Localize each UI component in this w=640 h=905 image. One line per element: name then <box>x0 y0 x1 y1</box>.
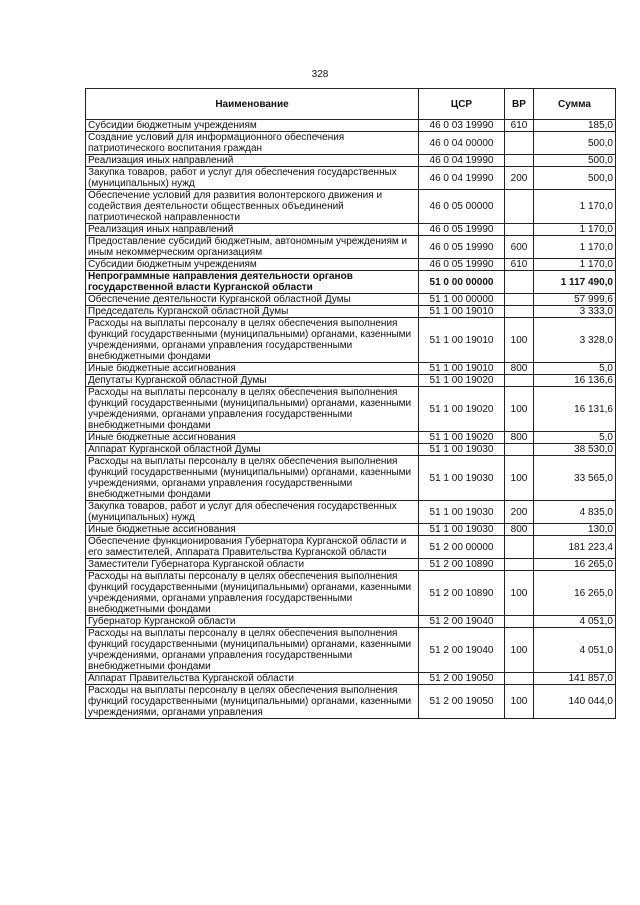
cell-name: Реализация иных направлений <box>86 155 419 167</box>
cell-vr: 100 <box>505 456 534 501</box>
cell-csr: 51 1 00 19020 <box>419 375 505 387</box>
table-row <box>86 271 616 294</box>
cell-vr <box>505 444 534 456</box>
table-row <box>86 306 616 318</box>
cell-vr <box>505 673 534 685</box>
cell-name: Председатель Курганской областной Думы <box>86 306 419 318</box>
cell-vr: 100 <box>505 685 534 719</box>
cell-csr: 51 1 00 19020 <box>419 432 505 444</box>
cell-sum: 3 328,0 <box>534 318 616 363</box>
cell-sum: 1 117 490,0 <box>534 271 616 294</box>
cell-name: Иные бюджетные ассигнования <box>86 524 419 536</box>
cell-csr: 51 2 00 19050 <box>419 685 505 719</box>
table-row <box>86 559 616 571</box>
cell-vr <box>505 294 534 306</box>
table-row <box>86 363 616 375</box>
cell-name: Обеспечение деятельности Курганской областной Думы <box>86 294 419 306</box>
cell-sum: 4 835,0 <box>534 501 616 524</box>
cell-sum: 500,0 <box>534 132 616 155</box>
cell-sum: 1 170,0 <box>534 259 616 271</box>
cell-csr: 51 1 00 19010 <box>419 306 505 318</box>
cell-name: Создание условий для информационного обеспечения патриотического воспитания граждан <box>86 132 419 155</box>
cell-csr: 51 1 00 19010 <box>419 363 505 375</box>
cell-vr: 100 <box>505 318 534 363</box>
cell-vr <box>505 306 534 318</box>
page-number: 328 <box>311 69 329 80</box>
cell-sum: 3 333,0 <box>534 306 616 318</box>
cell-sum: 4 051,0 <box>534 628 616 673</box>
cell-name: Иные бюджетные ассигнования <box>86 432 419 444</box>
cell-csr: 51 1 00 19020 <box>419 387 505 432</box>
cell-csr: 51 2 00 00000 <box>419 536 505 559</box>
cell-vr: 610 <box>505 120 534 132</box>
table-row <box>86 432 616 444</box>
table-row <box>86 155 616 167</box>
cell-sum: 33 565,0 <box>534 456 616 501</box>
cell-vr: 100 <box>505 628 534 673</box>
cell-sum: 141 857,0 <box>534 673 616 685</box>
table-row <box>86 120 616 132</box>
cell-csr: 46 0 04 19990 <box>419 167 505 190</box>
cell-csr: 46 0 05 19990 <box>419 259 505 271</box>
table-row <box>86 224 616 236</box>
cell-vr: 200 <box>505 167 534 190</box>
cell-sum: 185,0 <box>534 120 616 132</box>
cell-csr: 46 0 05 19990 <box>419 224 505 236</box>
cell-vr <box>505 155 534 167</box>
cell-csr: 51 1 00 19030 <box>419 501 505 524</box>
cell-csr: 46 0 04 19990 <box>419 155 505 167</box>
cell-sum: 500,0 <box>534 167 616 190</box>
cell-sum: 1 170,0 <box>534 224 616 236</box>
cell-vr: 800 <box>505 432 534 444</box>
cell-name: Предоставление субсидий бюджетным, автономным учреждениям и иным некоммерческим организациям <box>86 236 419 259</box>
cell-name: Субсидии бюджетным учреждениям <box>86 259 419 271</box>
cell-csr: 51 2 00 19040 <box>419 628 505 673</box>
table-row <box>86 673 616 685</box>
cell-sum: 5,0 <box>534 363 616 375</box>
cell-sum: 5,0 <box>534 432 616 444</box>
cell-name: Обеспечение условий для развития волонтерского движения и содействия деятельности общественных объединений патриотической направленности <box>86 190 419 224</box>
cell-name: Иные бюджетные ассигнования <box>86 363 419 375</box>
cell-csr: 51 1 00 19030 <box>419 456 505 501</box>
cell-csr: 46 0 04 00000 <box>419 132 505 155</box>
cell-sum: 1 170,0 <box>534 236 616 259</box>
cell-vr <box>505 536 534 559</box>
cell-sum: 4 051,0 <box>534 616 616 628</box>
cell-vr: 800 <box>505 363 534 375</box>
header-csr: ЦСР <box>419 89 505 120</box>
cell-name: Обеспечение функционирования Губернатора Курганской области и его заместителей, Аппарата Правительства Курганской области <box>86 536 419 559</box>
cell-vr <box>505 190 534 224</box>
cell-name: Депутаты Курганской областной Думы <box>86 375 419 387</box>
table-row <box>86 387 616 432</box>
table-body <box>86 120 616 719</box>
budget-table <box>85 88 616 719</box>
cell-csr: 51 2 00 19040 <box>419 616 505 628</box>
cell-sum: 16 131,6 <box>534 387 616 432</box>
cell-vr: 600 <box>505 236 534 259</box>
table-row <box>86 132 616 155</box>
cell-name: Реализация иных направлений <box>86 224 419 236</box>
table-row <box>86 524 616 536</box>
cell-name: Закупка товаров, работ и услуг для обеспечения государственных (муниципальных) нужд <box>86 501 419 524</box>
cell-sum: 16 265,0 <box>534 559 616 571</box>
cell-sum: 16 265,0 <box>534 571 616 616</box>
cell-vr: 100 <box>505 571 534 616</box>
table-row <box>86 501 616 524</box>
cell-name: Аппарат Правительства Курганской области <box>86 673 419 685</box>
cell-csr: 51 1 00 19030 <box>419 524 505 536</box>
table-row <box>86 685 616 719</box>
cell-csr: 51 2 00 10890 <box>419 571 505 616</box>
cell-csr: 46 0 05 00000 <box>419 190 505 224</box>
header-sum: Сумма <box>534 89 616 120</box>
cell-vr <box>505 559 534 571</box>
cell-name: Расходы на выплаты персоналу в целях обеспечения выполнения функций государственными (муниципальными) органами, казенными учреждениями, органами управления государственными внебюджетными фондами <box>86 318 419 363</box>
cell-name: Закупка товаров, работ и услуг для обеспечения государственных (муниципальных) нужд <box>86 167 419 190</box>
cell-vr <box>505 616 534 628</box>
cell-sum: 140 044,0 <box>534 685 616 719</box>
cell-vr: 610 <box>505 259 534 271</box>
cell-name: Аппарат Курганской областной Думы <box>86 444 419 456</box>
cell-name: Губернатор Курганской области <box>86 616 419 628</box>
cell-csr: 46 0 05 19990 <box>419 236 505 259</box>
cell-vr <box>505 271 534 294</box>
cell-csr: 51 2 00 10890 <box>419 559 505 571</box>
table-row <box>86 536 616 559</box>
cell-sum: 57 999,6 <box>534 294 616 306</box>
cell-sum: 1 170,0 <box>534 190 616 224</box>
cell-vr <box>505 224 534 236</box>
cell-name: Расходы на выплаты персоналу в целях обеспечения выполнения функций государственными (муниципальными) органами, казенными учреждениями, органами управления государственными внебюджетными фондами <box>86 387 419 432</box>
cell-vr <box>505 132 534 155</box>
table-row <box>86 294 616 306</box>
cell-name: Расходы на выплаты персоналу в целях обеспечения выполнения функций государственными (муниципальными) органами, казенными учреждениями, органами управления государственными внебюджетными фондами <box>86 628 419 673</box>
cell-name: Расходы на выплаты персоналу в целях обеспечения выполнения функций государственными (муниципальными) органами, казенными учреждениями, органами управления государственными внебюджетными фондами <box>86 571 419 616</box>
cell-sum: 181 223,4 <box>534 536 616 559</box>
cell-name: Расходы на выплаты персоналу в целях обеспечения выполнения функций государственными (муниципальными) органами, казенными учреждениями, органами управления государственными внебюджетными фондами <box>86 456 419 501</box>
header-vr: ВР <box>505 89 534 120</box>
cell-csr: 51 1 00 19030 <box>419 444 505 456</box>
table-row <box>86 259 616 271</box>
cell-csr: 51 2 00 19050 <box>419 673 505 685</box>
cell-vr: 100 <box>505 387 534 432</box>
table-row <box>86 628 616 673</box>
cell-name: Субсидии бюджетным учреждениям <box>86 120 419 132</box>
table-row <box>86 318 616 363</box>
table-row <box>86 456 616 501</box>
cell-name: Расходы на выплаты персоналу в целях обеспечения выполнения функций государственными (муниципальными) органами, казенными учреждениями, органами управления <box>86 685 419 719</box>
cell-sum: 16 136,6 <box>534 375 616 387</box>
cell-vr <box>505 375 534 387</box>
header-name: Наименование <box>86 89 419 120</box>
table-row <box>86 444 616 456</box>
cell-csr: 51 1 00 19010 <box>419 318 505 363</box>
table-row <box>86 236 616 259</box>
table-row <box>86 616 616 628</box>
cell-csr: 46 0 03 19990 <box>419 120 505 132</box>
cell-csr: 51 0 00 00000 <box>419 271 505 294</box>
table-row <box>86 190 616 224</box>
table-row <box>86 375 616 387</box>
cell-sum: 38 530,0 <box>534 444 616 456</box>
cell-csr: 51 1 00 00000 <box>419 294 505 306</box>
cell-name: Заместители Губернатора Курганской области <box>86 559 419 571</box>
cell-vr: 200 <box>505 501 534 524</box>
table-row <box>86 571 616 616</box>
cell-sum: 500,0 <box>534 155 616 167</box>
table-header-row <box>86 89 616 120</box>
cell-vr: 800 <box>505 524 534 536</box>
cell-sum: 130,0 <box>534 524 616 536</box>
cell-name: Непрограммные направления деятельности органов государственной власти Курганской области <box>86 271 419 294</box>
table-row <box>86 167 616 190</box>
